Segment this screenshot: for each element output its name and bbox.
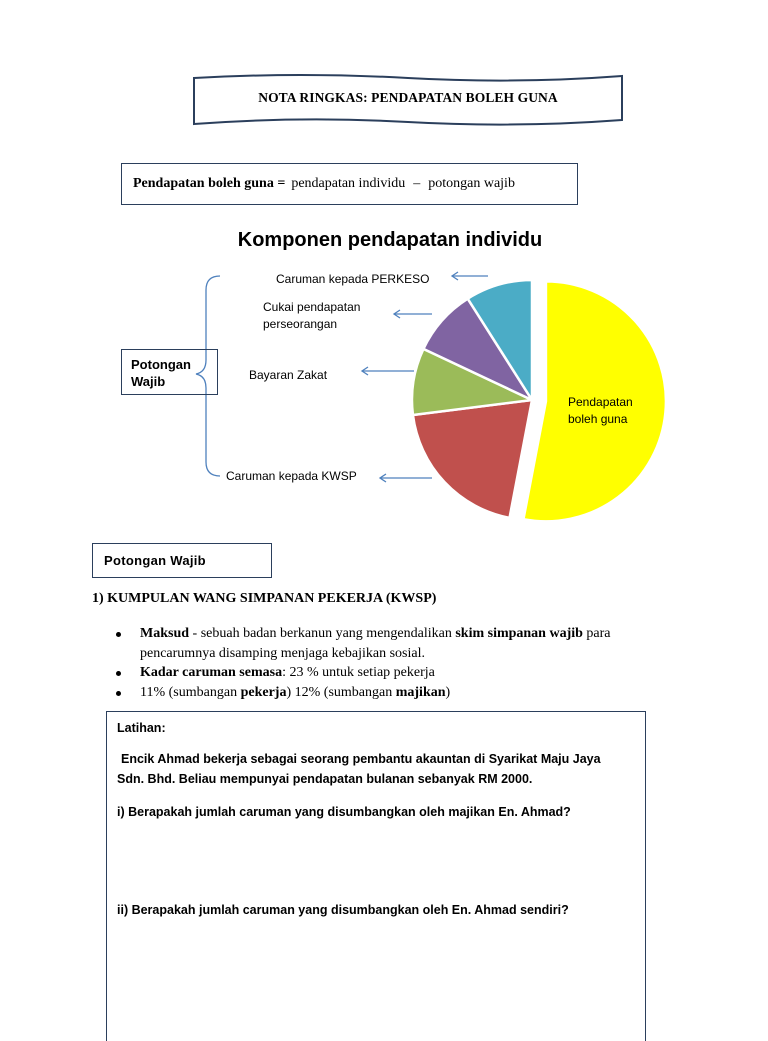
exercise-title: Latihan:	[117, 721, 166, 735]
exercise-question-2: ii) Berapakah jumlah caruman yang disumbangkan oleh En. Ahmad sendiri?	[117, 903, 569, 917]
bullet-bold: pekerja	[240, 684, 287, 700]
exercise-question-1: i) Berapakah jumlah caruman yang disumbangkan oleh majikan En. Ahmad?	[117, 805, 571, 819]
bullet-bold: skim simpanan wajib	[455, 626, 583, 641]
bullet-text: para pencarumnya disamping menjaga kebajikan sosial.	[140, 626, 611, 661]
label-perkeso: Caruman kepada PERKESO	[276, 272, 430, 286]
exercise-intro: Encik Ahmad bekerja sebagai seorang pembantu akauntan di Syarikat Maju Jaya Sdn. Bhd. Beliau mempunyai pendapatan bulanan sebanyak RM 2000.	[117, 752, 601, 786]
bullet-sumbangan	[116, 683, 636, 703]
bullet-term: Kadar caruman semasa	[140, 665, 283, 680]
bullet-text: : 23 % untuk setiap pekerja	[282, 665, 435, 680]
bullet-text: - sebuah badan berkanun yang mengendalikan	[189, 626, 456, 641]
formula-left: pendapatan individu	[291, 176, 406, 191]
bullet-maksud	[116, 624, 636, 663]
bullet-dot	[116, 671, 121, 676]
page-title: NOTA RINGKAS: PENDAPATAN BOLEH GUNA	[258, 90, 558, 105]
bullet-text: )	[445, 684, 451, 700]
label-cukai	[263, 299, 360, 333]
bullet-text: 11% (sumbangan	[140, 684, 241, 700]
label-cukai-line2: perseorangan	[263, 317, 338, 331]
bullet-dot	[116, 691, 121, 696]
bullet-dot	[116, 632, 121, 637]
label-cukai-line1: Cukai pendapatan	[263, 300, 361, 314]
label-pbg-line1: Pendapatan	[568, 395, 633, 409]
formula-right: potongan wajib	[428, 176, 515, 191]
formula-term: Pendapatan boleh guna =	[133, 176, 286, 191]
bullet-list	[116, 624, 636, 702]
group-label-line1: Potongan	[131, 357, 191, 372]
label-kwsp: Caruman kepada KWSP	[226, 469, 357, 483]
pie-slice	[413, 400, 532, 518]
potongan-wajib-group-box	[121, 349, 218, 395]
bullet-text: ) 12% (sumbangan	[286, 684, 396, 700]
bullet-kadar	[116, 663, 636, 683]
formula-operator: –	[413, 176, 421, 191]
bullet-term: Maksud	[140, 626, 190, 641]
section-heading: 1) KUMPULAN WANG SIMPANAN PEKERJA (KWSP)	[92, 591, 437, 606]
chart-title: Komponen pendapatan individu	[237, 229, 543, 251]
label-pendapatan-boleh-guna	[568, 394, 633, 428]
bullet-bold: majikan	[395, 684, 446, 700]
section-box: Potongan Wajib	[92, 543, 272, 578]
label-pbg-line2: boleh guna	[568, 412, 628, 426]
group-label-line2: Wajib	[131, 374, 166, 389]
label-zakat: Bayaran Zakat	[249, 368, 328, 382]
